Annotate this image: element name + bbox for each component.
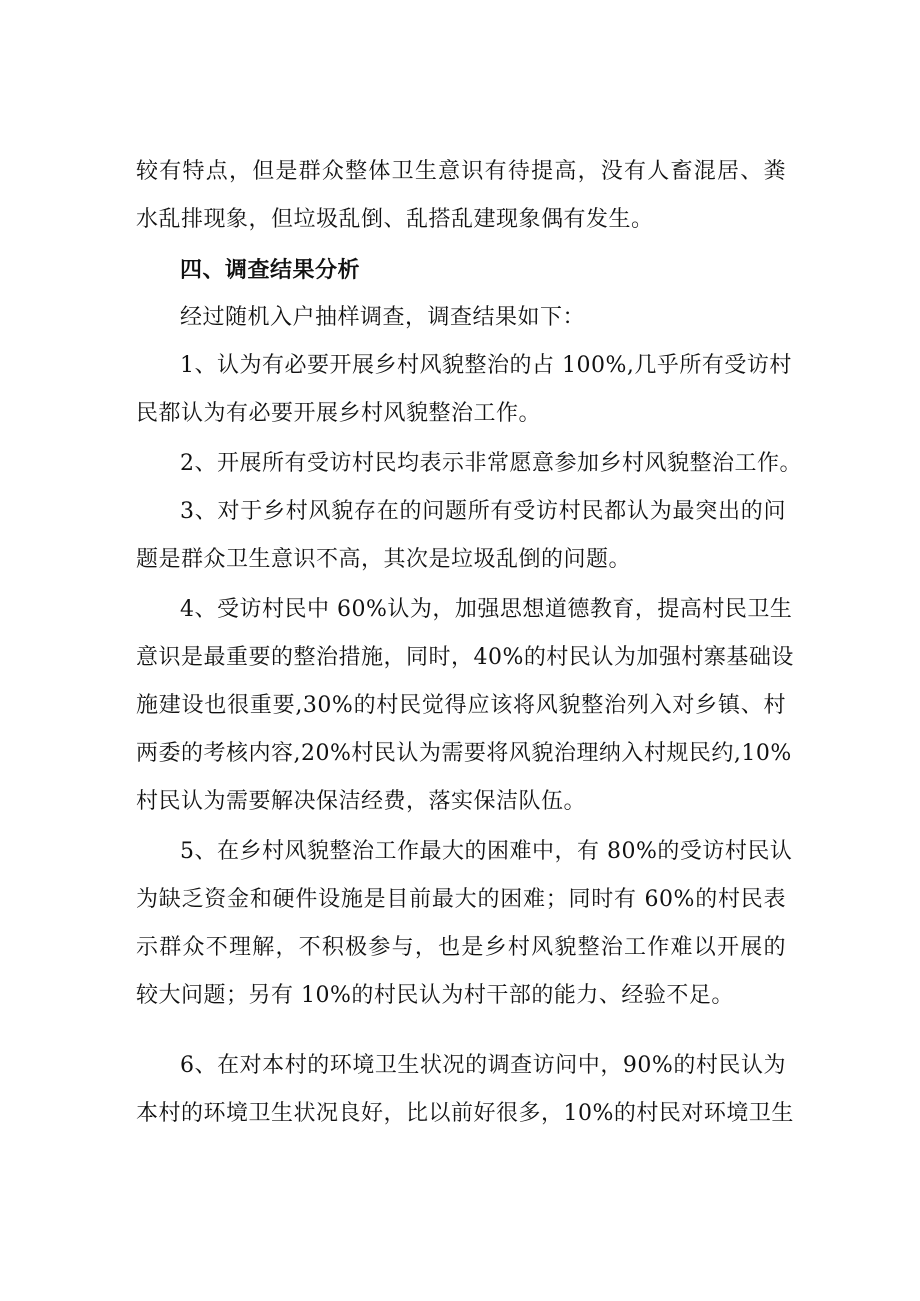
list-item-2-line: 2、开展所有受访村民均表示非常愿意参加乡村风貌整治工作。 xyxy=(180,451,802,476)
list-item-3-line: 3、对于乡村风貌存在的问题所有受访村民都认为最突出的问 xyxy=(180,499,786,524)
list-item-5-line: 较大问题；另有 10%的村民认为村干部的能力、经验不足。 xyxy=(136,983,734,1008)
list-item-6-line: 6、在对本村的环境卫生状况的调查访问中，90%的村民认为 xyxy=(180,1053,786,1078)
list-item-4-line: 村民认为需要解决保洁经费，落实保洁队伍。 xyxy=(136,789,587,814)
list-item-4-line: 意识是最重要的整治措施，同时，40%的村民认为加强村寨基础设 xyxy=(136,645,794,670)
paragraph-line: 经过随机入户抽样调查，调查结果如下： xyxy=(180,305,586,330)
list-item-5-line: 示群众不理解，不积极参与，也是乡村风貌整治工作难以开展的 xyxy=(136,935,786,960)
list-item-4-line: 两委的考核内容,20%村民认为需要将风貌治理纳入村规民约,10% xyxy=(136,741,792,766)
paragraph-line: 水乱排现象，但垃圾乱倒、乱搭乱建现象偶有发生。 xyxy=(136,207,654,232)
list-item-4-line: 施建设也很重要,30%的村民觉得应该将风貌整治列入对乡镇、村 xyxy=(136,693,786,718)
list-item-3-line: 题是群众卫生意识不高，其次是垃圾乱倒的问题。 xyxy=(136,547,632,572)
list-item-6-line: 本村的环境卫生状况良好，比以前好很多，10%的村民对环境卫生 xyxy=(136,1101,794,1126)
paragraph-line: 较有特点，但是群众整体卫生意识有待提高，没有人畜混居、粪 xyxy=(136,159,786,184)
section-heading: 四、调查结果分析 xyxy=(180,257,361,283)
list-item-1-line: 1、认为有必要开展乡村风貌整治的占 100%,几乎所有受访村 xyxy=(180,353,792,378)
list-item-5-line: 5、在乡村风貌整治工作最大的困难中，有 80%的受访村民认 xyxy=(180,839,793,864)
list-item-1-line: 民都认为有必要开展乡村风貌整治工作。 xyxy=(136,401,542,426)
list-item-4-line: 4、受访村民中 60%认为，加强思想道德教育，提高村民卫生 xyxy=(180,597,793,622)
list-item-5-line: 为缺乏资金和硬件设施是目前最大的困难；同时有 60%的村民表 xyxy=(136,887,786,912)
